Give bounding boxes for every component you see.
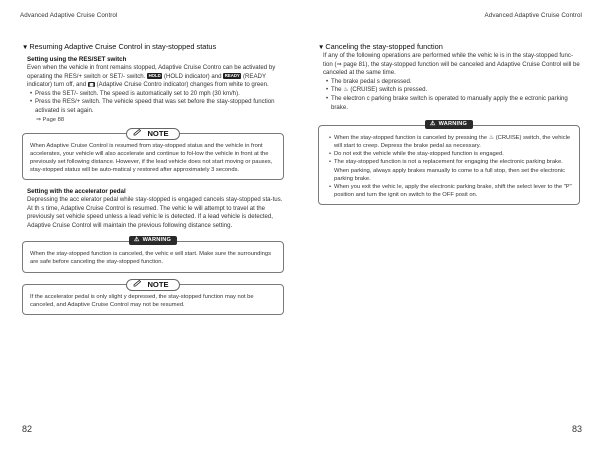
running-head-left: Advanced Adaptive Cruise Control: [20, 12, 118, 19]
subheading-accelerator: Setting with the accelerator pedal: [27, 187, 126, 195]
list-item: • When you exit the vehic le, apply the electronic parking brake, shift the select lever to the "P" position and turn the ignit on switch to the OFF posit on.: [329, 183, 572, 198]
arrow-ref-icon: ⇒: [336, 60, 342, 68]
list-item: • Press the SET/- switch. The speed is automatically set to 20 mph (30 km/h).: [30, 89, 240, 97]
running-head-right: Advanced Adaptive Cruise Control: [484, 12, 582, 19]
list-item: • Press the RES/+ switch. The vehicle speed that was set before the stay-stopped function activated is set again.: [30, 98, 275, 114]
right-page: [300, 0, 600, 450]
note-badge: NOTE: [126, 279, 179, 291]
list-item: • The stay-stopped function is not a replacement for engaging the electronic parking brake. When parking, always apply brakes manually to come to a full stop, then set the electronic parking brake.: [329, 159, 566, 182]
section-marker-icon: ▼: [318, 44, 325, 51]
warning-triangle-icon: ⚠: [133, 237, 140, 244]
warning-box-right: [318, 121, 580, 205]
arrow-ref-icon: ⇒: [36, 116, 41, 123]
cruise-control-icon: ♨: [343, 87, 349, 94]
list-item: • When the stay-stopped function is canceled by pressing the ♨ (CRUISE) switch, the vehicle will start to creep. Depress the brake pedal as necessary.: [329, 135, 571, 150]
list-item: • Do not exit the vehicle while the stay-stopped function is engaged.: [329, 151, 504, 158]
warning-badge: ⚠ WARNING: [129, 236, 177, 245]
warning-badge: ⚠ WARNING: [425, 120, 473, 129]
list-item: • The ♨ (CRUISE) switch is pressed.: [326, 86, 428, 94]
left-column: [22, 42, 284, 315]
res-set-paragraph: Even when the vehicle in front remains stopped, Adaptive Cruise Contro can be activated by operating the RES/+ switch or SET/- switch. HOLD (HOLD indicator) and READY (READY indicator) turn off, and ▦ (Adaptive Cruise Contro indicator) changes from white to green.: [27, 64, 276, 89]
note-badge: NOTE: [126, 128, 179, 140]
note-text: If the accelerator pedal is only slight y depressed, the stay-stopped function may not be canceled, and Adaptive Cruise Control may not be resumed.: [30, 293, 254, 308]
hold-indicator-icon: HOLD: [148, 73, 161, 79]
page-reference: ⇒ Page 88: [36, 116, 65, 123]
warning-text: When the stay-stopped function is canceled, the vehic e will start. Make sure the surroundings are safe before canceling the stay-stopped function.: [30, 251, 272, 266]
note-box-resume: [22, 128, 284, 180]
warning-triangle-icon: ⚠: [429, 121, 436, 128]
list-item: • The brake pedal s depressed.: [326, 77, 412, 85]
accelerator-paragraph: Depressing the acc elerator pedal while stay-stopped is engaged cancels stay-stopped sta-tus. At th s time, Adaptive Cruise Control is resumed. The vehic le will attempt to travel at the previously set vehicle speed unless a lead vehic le is detected. If a lead vehicle is detected, Adaptive Cruise Control will maintain the previous following distance setting.: [27, 195, 283, 229]
pencil-note-icon: [133, 280, 142, 287]
note-box-accelerator: [22, 279, 284, 315]
page-number-left: 82: [22, 424, 33, 434]
section-marker-icon: ▼: [22, 44, 29, 51]
section-title-canceling: ▼Canceling the stay-stopped function: [318, 42, 443, 51]
warning-box-left: [22, 237, 284, 272]
page-number-right: 83: [571, 424, 582, 434]
cruise-control-icon: ♨: [488, 135, 495, 142]
ready-indicator-icon: READY: [224, 73, 240, 79]
canceling-intro: If any of the following operations are performed while the vehic le is in the stay-stopped func-tion (⇒ page 81), the stay-stopped function will be canceled and Adaptive Cruise Control will be canceled at the same time.: [323, 52, 580, 77]
right-column: [318, 42, 580, 205]
section-title-resuming: ▼Resuming Adaptive Cruise Control in stay-stopped status: [22, 42, 217, 51]
acc-indicator-icon: ▦: [89, 81, 94, 87]
note-text: When Adaptive Cruise Control is resumed from stay-stopped status and the vehicle in front accelerates, your vehicle will also accelerate and continue to fol-low the vehicle in front at the previously set following distance. However, if the lead vehicle does not start moving or pauses, stay-stopped status will be auto-matical y restored after approximately 3 seconds.: [30, 142, 273, 173]
subheading-res-set: Setting using the RES/SET switch: [27, 56, 127, 63]
pencil-note-icon: [133, 129, 142, 136]
list-item: • The electron c parking brake switch is operated to manually apply the e ectronic parking brake.: [326, 94, 568, 111]
